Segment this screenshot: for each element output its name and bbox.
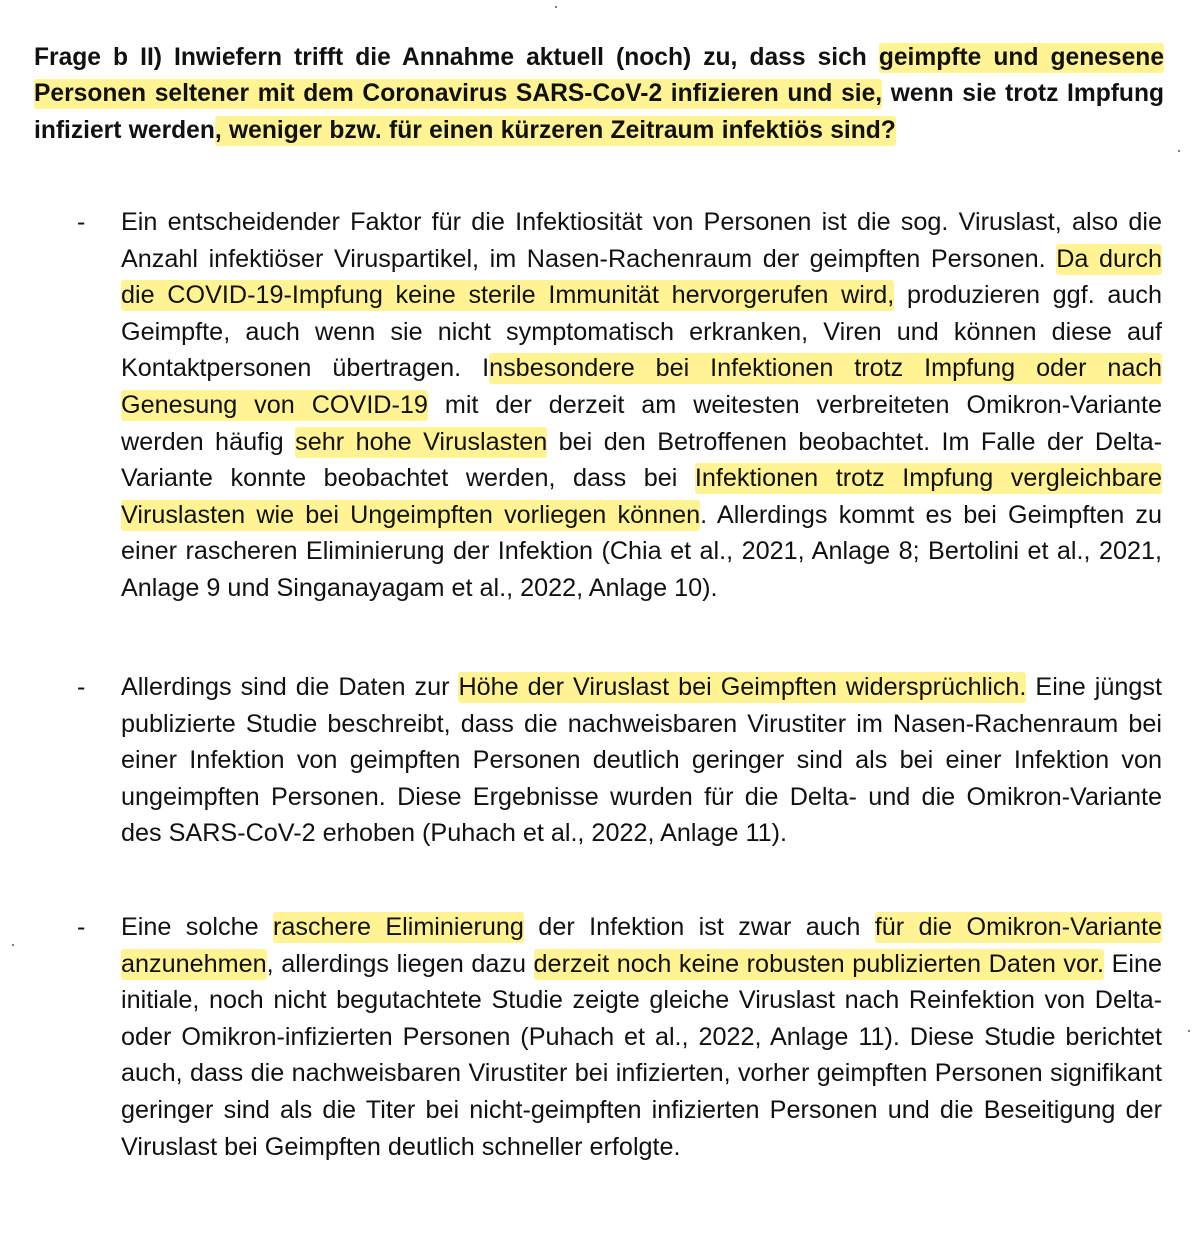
text-seg: produzieren ggf. auch Geimpfte, auch wenn sie nicht symptomatisch erkranken, Viren und können diese auf Kontaktpersonen übertragen. I (121, 281, 1162, 383)
text-seg: mit der derzeit am weitesten verbreiteten Omikron-Variante werden häufig (121, 390, 1162, 456)
question-seg: wenn sie trotz Impfung infiziert werden (34, 80, 1164, 144)
text-seg: der Infektion ist zwar auch (523, 913, 875, 941)
highlight-seg: derzeit noch keine robusten publizierten Daten vor. (533, 949, 1105, 978)
text-seg: Eine solche (121, 913, 273, 941)
bullet-paragraph (121, 669, 1162, 852)
scan-speck (1178, 150, 1180, 152)
highlight-seg: sehr hohe Viruslasten (295, 427, 548, 456)
scan-speck (1188, 1030, 1190, 1032)
text-seg: Eine initiale, noch nicht begutachtete Studie zeigte gleiche Viruslast nach Reinfektion von Delta- oder Omikron-infizierten Personen (Puhach et al., 2022, Anlage 11). Diese Studie berichtet auch, dass die nachweisbaren Virustiter bei infizierten, vorher geimpften Personen signifikant geringer sind als die Titer bei nicht-geimpften infizierten Personen und die Beseitigung der Viruslast bei Geimpften deutlich schneller erfolgte. (121, 949, 1162, 1161)
question-seg-highlighted: geimpfte und genesene Personen seltener mit dem Coronavirus SARS-CoV-2 infizieren und sie, (34, 44, 1164, 108)
text-seg: . Allerdings kommt es bei Geimpften zu einer rascheren Eliminierung der Infektion (Chia et al., 2021, Anlage 8; Bertolini et al., 2021, Anlage 9 und Singanayagam et al., 2022, Anlage 10). (121, 500, 1162, 602)
bullet-dash: - (77, 913, 86, 941)
scan-speck (555, 6, 557, 8)
text-seg: Ein entscheidender Faktor für die Infektiosität von Personen ist die sog. Viruslast, also die Anzahl infektiöser Viruspartikel, im Nasen-Rachenraum der geimpften Personen. (121, 208, 1162, 273)
question-heading (34, 40, 1164, 149)
highlight-seg: nsbesondere bei Infektionen trotz Impfung oder nach Genesung von COVID-19 (121, 354, 1162, 419)
scan-speck (12, 944, 14, 946)
highlight-seg: für die Omikron-Variante anzunehmen (121, 913, 1163, 978)
question-seg-highlighted: , weniger bzw. für einen kürzeren Zeitraum infektiös sind? (214, 116, 896, 144)
highlight-seg: Da durch die COVID-19-Impfung keine sterile Immunität hervorgerufen wird, (121, 244, 1162, 310)
bullet-dash: - (77, 208, 86, 236)
text-seg: bei den Betroffenen beobachtet. Im Falle der Delta-Variante konnte beobachtet werden, dass bei (121, 427, 1163, 493)
bullet-paragraph (121, 204, 1162, 607)
text-seg: Eine jüngst publizierte Studie beschreibt, dass die nachweisbaren Virustiter im Nasen-Rachenraum bei einer Infektion von geimpften Personen deutlich geringer sind als bei einer Infektion von ungeimpften Personen. Diese Ergebnisse wurden für die Delta- und die Omikron-Variante des SARS-CoV-2 erhoben (Puhach et al., 2022, Anlage 11). (121, 673, 1162, 848)
text-seg: , allerdings liegen dazu (266, 949, 534, 978)
bullet-dash: - (77, 673, 86, 701)
question-seg: Frage b II) Inwiefern trifft die Annahme aktuell (noch) zu, dass sich (34, 44, 879, 71)
highlight-seg: raschere Eliminierung (272, 913, 524, 941)
bullet-paragraph (121, 909, 1162, 1165)
highlight-seg: Infektionen trotz Impfung vergleichbare Viruslasten wie bei Ungeimpften vorliegen können (121, 464, 1162, 529)
highlight-seg: Höhe der Viruslast bei Geimpften widersprüchlich. (458, 673, 1027, 701)
text-seg: Allerdings sind die Daten zur (121, 673, 459, 701)
